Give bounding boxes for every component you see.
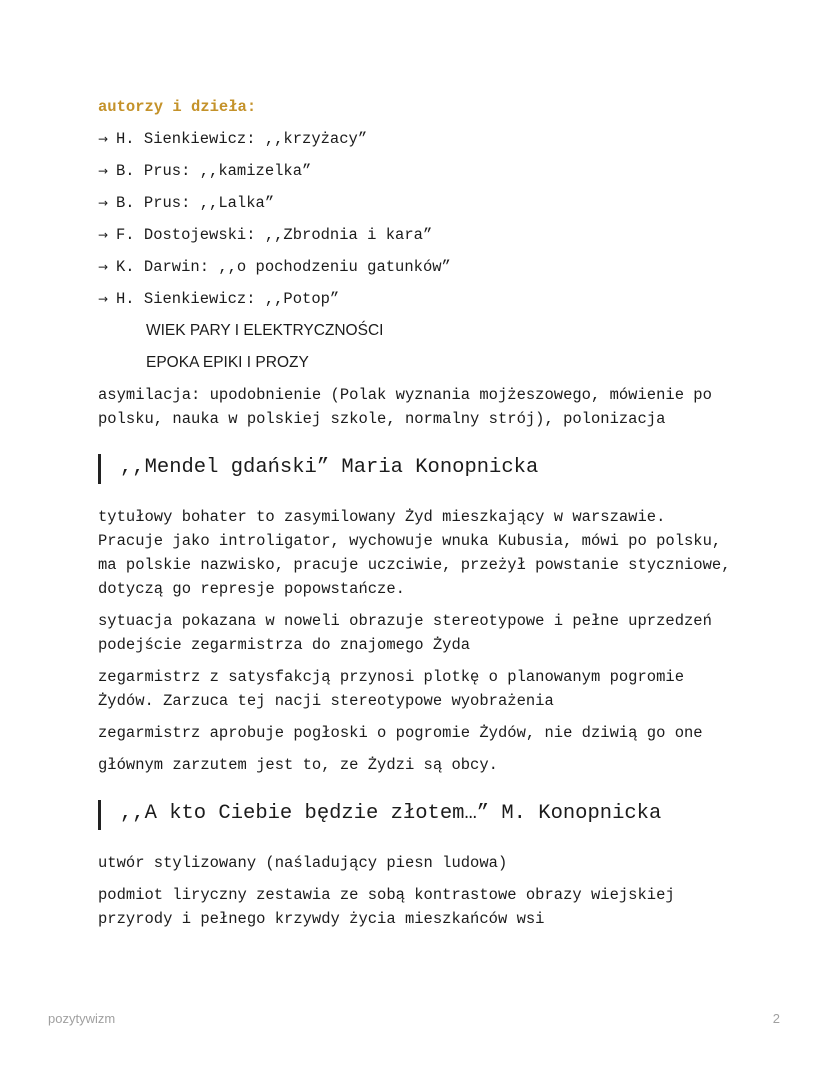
section-label-authors: autorzy i dzieła: (98, 98, 257, 116)
heading-text: ,,A kto Ciebie będzie złotem…” M. Konopnicka (120, 802, 662, 825)
list-item (98, 223, 738, 247)
paragraph: podmiot liryczny zestawia ze sobą kontrastowe obrazy wiejskiej przyrody i pełnego krzywdy życia mieszkańców wsi (98, 886, 675, 928)
paragraph: zegarmistrz aprobuje pogłoski o pogromie Żydów, nie dziwią go one (98, 724, 703, 742)
list-item-text: B. Prus: ,,kamizelka” (116, 162, 312, 180)
arrow-icon: → (98, 292, 109, 306)
list-item (98, 191, 738, 215)
arrow-icon: → (98, 132, 109, 146)
list-item (98, 287, 738, 311)
list-item-text: K. Darwin: ,,o pochodzeniu gatunków” (116, 258, 451, 276)
heading-a-kto-ciebie (98, 799, 738, 829)
paragraph: zegarmistrz z satysfakcją przynosi plotkę o planowanym pogromie Żydów. Zarzuca tej nacji stereotypowe wyobrażenia (98, 668, 684, 710)
asymilacja-paragraph: asymilacja: upodobnienie (Polak wyznania mojżeszowego, mówienie po polsku, nauka w polskiej szkole, normalny strój), polonizacja (98, 386, 712, 428)
epoch-name: WIEK PARY I ELEKTRYCZNOŚCI (146, 322, 384, 339)
heading-bar (98, 800, 101, 830)
arrow-icon: → (98, 196, 109, 210)
paragraph: utwór stylizowany (naśladujący piesn ludowa) (98, 854, 508, 872)
list-item (98, 127, 738, 151)
list-item-text: H. Sienkiewicz: ,,Potop” (116, 290, 340, 308)
arrow-icon: → (98, 164, 109, 178)
paragraph: tytułowy bohater to zasymilowany Żyd mieszkający w warszawie. Pracuje jako introligator, wychowuje wnuka Kubusia, mówi po polsku, ma polskie nazwisko, pracuje uczciwie, przeżył powstanie styczniowe, dotyczą go represje popowstańcze. (98, 508, 731, 598)
epoch-subtitle: EPOKA EPIKI I PROZY (146, 354, 309, 371)
list-item-text: H. Sienkiewicz: ,,krzyżacy” (116, 130, 368, 148)
paragraph: sytuacja pokazana w noweli obrazuje stereotypowe i pełne uprzedzeń podejście zegarmistrza do znajomego Żyda (98, 612, 712, 654)
arrow-icon: → (98, 260, 109, 274)
heading-mendel-gdanski (98, 453, 738, 483)
list-item (98, 255, 738, 279)
document-page (98, 95, 738, 939)
list-item-text: F. Dostojewski: ,,Zbrodnia i kara” (116, 226, 433, 244)
paragraph: głównym zarzutem jest to, ze Żydzi są obcy. (98, 756, 498, 774)
arrow-icon: → (98, 228, 109, 242)
page-number: 2 (772, 1011, 780, 1026)
footer-title: pozytywizm (48, 1011, 116, 1026)
list-item-text: B. Prus: ,,Lalka” (116, 194, 275, 212)
heading-text: ,,Mendel gdański” Maria Konopnicka (120, 456, 539, 479)
list-item (98, 159, 738, 183)
heading-bar (98, 454, 101, 484)
